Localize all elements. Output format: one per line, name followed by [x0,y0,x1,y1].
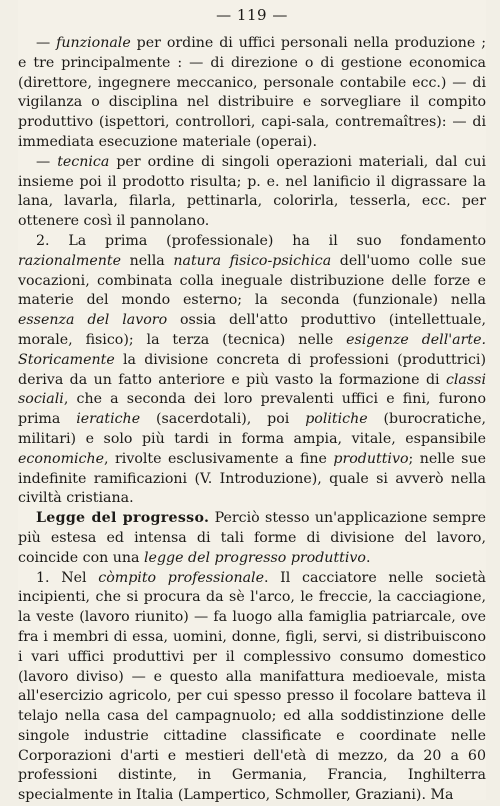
text-segment: . [365,549,371,566]
paragraph-compito-professionale [18,569,486,806]
text-segment: , che a seconda dei loro prevalenti uffici e fini, furono prima [18,391,486,428]
text-segment: ossia dell'atto produttivo (intellettuale, morale, fisico); la terza (tecnica) nelle [18,312,486,348]
text-segment: 1. Nel [36,569,99,586]
page-number: — 119 — [216,6,288,24]
italic-term: politiche [305,411,368,428]
paragraph-fondamento [18,232,486,509]
text-segment: ; nelle sue indefinite ramificazioni (V. Introduzione), quale si avverò nella civiltà cristiana. [18,450,486,507]
italic-term: razionalmente [18,252,122,269]
italic-term: funzionale [56,35,131,51]
text-segment: dell'uomo colle sue vocazioni, combinata colla ineguale distribuzione delle forze e materie del mondo esterno; la seconda (funzionale) nella [18,252,486,309]
text-segment: (sacerdotali), poi [140,411,306,428]
text-segment: 2. La prima (professionale) ha il suo fondamento [36,232,486,249]
italic-term: produttivo [333,450,409,467]
text-segment: per ordine di singoli operazioni materiali, dal cui insieme poi il prodotto risulta; p. e. nel lanificio il digrassare la lana, lavarla, filarla, pettinarla, colorirla, tesserla, ecc. per ottenere così il pannolano. [18,153,486,230]
italic-term: essenza del lavoro [18,312,168,329]
italic-term: natura fisico-psichica [173,252,332,269]
book-page [18,0,487,804]
text-segment: . Il cacciatore nelle società incipienti, che si procura da sè l'arco, le freccie, la cacciagione, la veste (lavoro riunito) — fa luogo alla famiglia patriarcale, ove fra i membri di essa, uomini, donne, figli, servi, si distribuiscono i vari uffici produttivi per il complessivo consumo domestico (lavoro diviso) — e questo alla manifattura medioevale, mista all'esercizio agricolo, per cui spesso presso il focolare batteva il telajo nella casa del campagnuolo; ed alla soddistinzione delle singole industrie cittadine classificate e coordinate nelle Corporazioni d'arti e mestieri dell'età di mezzo, da 20 a 60 professioni distinte, in Germania, Francia, Inghilterra specialmente in Italia (Lampertico, Schmoller, Graziani). Ma [18,569,486,804]
italic-term: ieratiche [76,411,141,428]
body-text [18,34,486,806]
text-segment: Perciò stesso un'applicazione sempre più estesa ed intensa di tali forme di divisione del lavoro, coincide con una [18,510,486,566]
paragraph-tecnica [18,153,486,232]
text-segment: nella [121,252,174,269]
text-segment: — [36,35,57,51]
italic-term: legge del progresso produttivo [144,549,366,566]
text-segment: la divisione concreta di professioni (produttrici) deriva da un fatto anteriore e più vasto la formazione di [18,351,486,388]
italic-term: esigenze dell'arte. Storicamente [18,331,487,368]
section-heading: Legge del progresso. [36,510,210,527]
paragraph-legge-del-progresso [18,509,486,568]
text-segment: per ordine di uffici personali nella produzione ; e tre principalmente : — di direzione o di gestione economica (direttore, ingegnere meccanico, personale contabile ecc.) — di vigilanza o disciplina nel distribuire e sorvegliare il compito produttivo (ispettori, controllori, capi-sala, contremaîtres): — di immediata esecuzione materiale (operai). [18,35,486,150]
italic-term: tecnica [57,153,110,170]
text-segment: , rivolte esclusivamente a fine [104,450,334,467]
text-segment: (burocratiche, militari) e solo più tardi in forma ampia, vitale, espansibile [18,411,486,447]
italic-term: economiche [18,450,105,467]
italic-term: classi sociali [18,371,486,408]
italic-term: còmpito professionale [98,569,264,586]
text-segment: — [36,153,58,170]
paragraph-funzionale [18,34,486,153]
